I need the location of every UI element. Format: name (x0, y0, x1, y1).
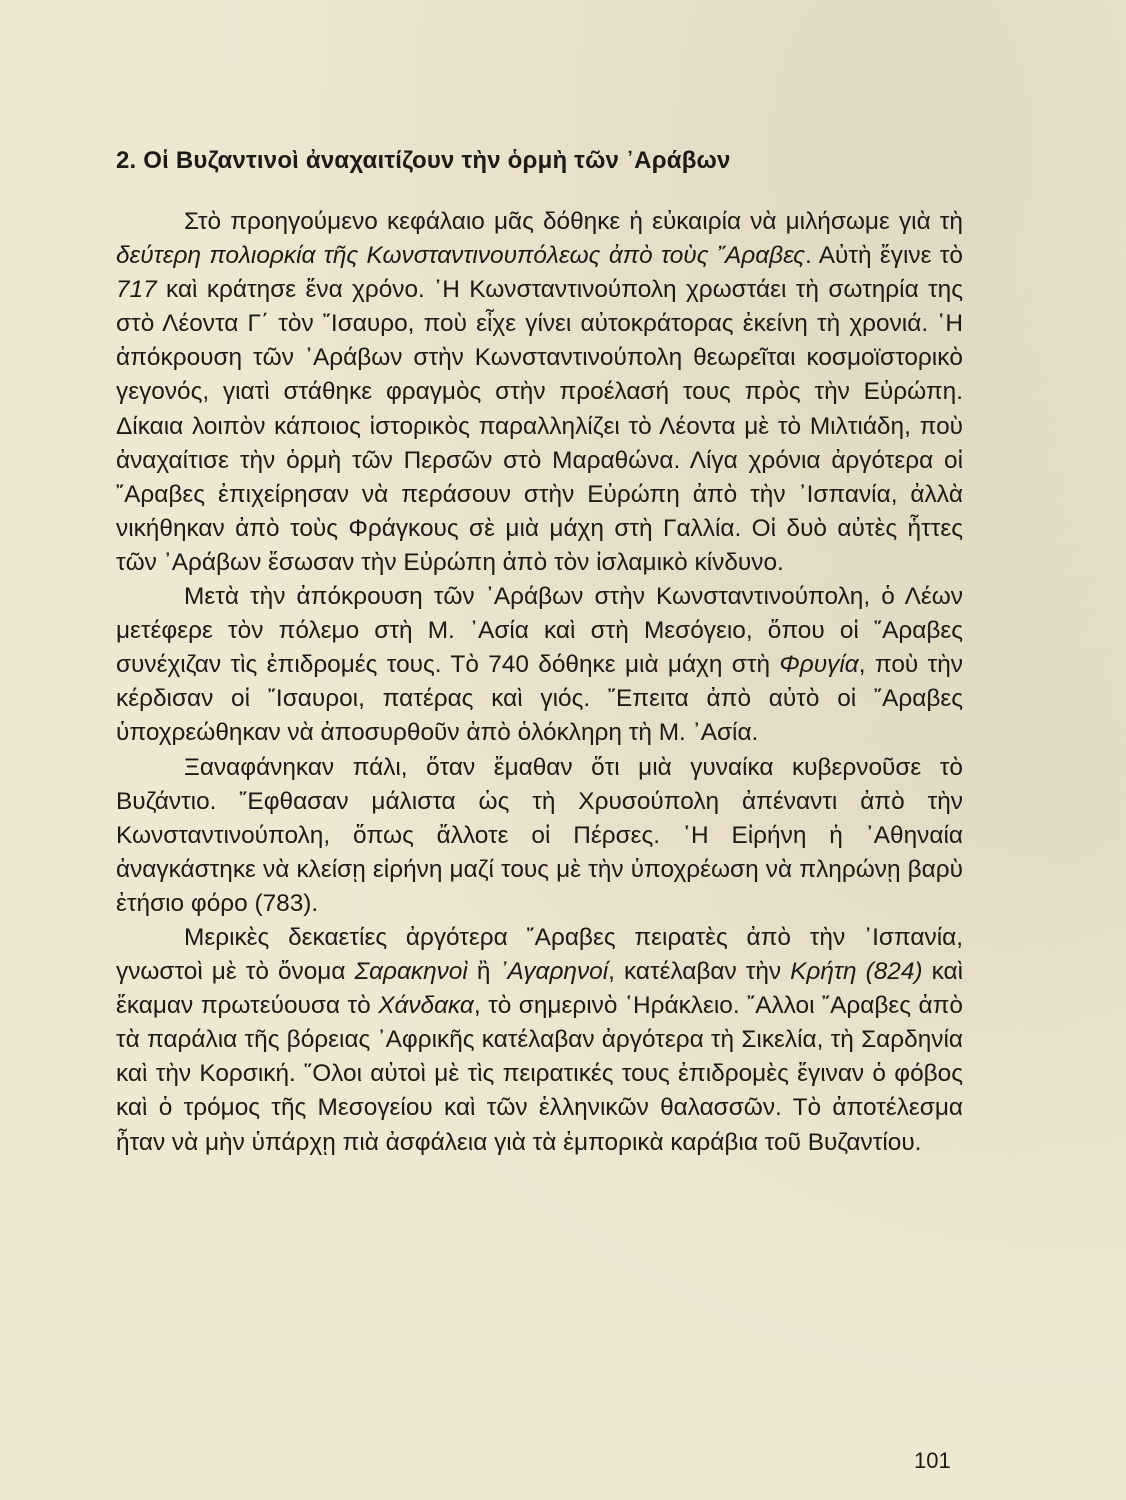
paragraph-4-text: Μερικὲς δεκαετίες ἀργότερα ῎Αραβες πειρατὲς ἀπὸ τὴν ᾿Ισπανία, γνωστοὶ μὲ τὸ ὄνομα (116, 923, 963, 986)
paragraph-4-italic: Χάνδακα (378, 992, 474, 1020)
paragraph-2 (116, 580, 963, 750)
paragraph-4-text: καὶ ἔκαμαν πρωτεύουσα τὸ (116, 958, 963, 1020)
paragraph-2-italic: Φρυγία (779, 651, 859, 679)
paragraph-1 (116, 205, 963, 580)
body-text (116, 205, 963, 1160)
paragraph-2-text: Μετὰ τὴν ἀπόκρουση τῶν ᾿Αράβων στὴν Κωνσταντινούπολη, ὁ Λέων μετέφερε τὸν πόλεμο στὴ Μ. ᾿Ασία καὶ στὴ Μεσόγειο, ὅπου οἱ ῎Αραβες συνέχιζαν τὶς ἐπιδρομές τους. Τὸ 740 δόθηκε μιὰ μάχη στὴ (116, 583, 963, 679)
paragraph-4-italic: Κρήτη (824) (790, 958, 923, 986)
page-number: 101 (914, 1448, 951, 1473)
paragraph-4-text: , τὸ σημερινὸ ῾Ηράκλειο. ῎Αλλοι ῎Αραβες ἀπὸ τὰ παράλια τῆς βόρειας ᾿Αφρικῆς κατέλαβαν ἀργότερα τὴ Σικελία, τὴ Σαρδηνία καὶ τὴν Κορσική. ῞Ολοι αὐτοὶ μὲ τὶς πειρατικές τους ἐπιδρομὲς ἔγιναν ὁ φόβος καὶ ὁ τρόμος τῆς Μεσογείου καὶ τῶν ἑλληνικῶν θαλασσῶν. Τὸ ἀποτέλεσμα ἦταν νὰ μὴν ὑπάρχῃ πιὰ ἀσφάλεια γιὰ τὰ ἐμπορικὰ καράβια τοῦ Βυζαντίου. (116, 992, 963, 1156)
paragraph-1-text: Στὸ προηγούμενο κεφάλαιο μᾶς δόθηκε ἡ εὐκαιρία νὰ μιλήσωμε γιὰ τὴ (184, 208, 963, 235)
paragraph-2-text: , ποὺ τὴν κέρδισαν οἱ ῎Ισαυροι, πατέρας καὶ γιός. ῎Επειτα ἀπὸ αὐτὸ οἱ ῎Αραβες ὑποχρεώθηκαν νὰ ἀποσυρθοῦν ἀπὸ ὁλόκληρη τὴ Μ. ᾿Ασία. (116, 651, 963, 747)
paragraph-1-text: καὶ κράτησε ἕνα χρόνο. ῾Η Κωνσταντινούπολη χρωστάει τὴ σωτηρία της στὸ Λέοντα Γ΄ τὸν ῎Ισαυρο, ποὺ εἶχε γίνει αὐτοκράτορας ἐκείνη τὴ χρονιά. ῾Η ἀπόκρουση τῶν ᾿Αράβων στὴν Κωνσταντινούπολη θεωρεῖται κοσμοϊστορικὸ γεγονός, γιατὶ στάθηκε φραγμὸς στὴν προέλασή τους πρὸς τὴν Εὐρώπη. Δίκαια λοιπὸν κάποιος ἱστορικὸς παραλληλίζει τὸ Λέοντα μὲ τὸ Μιλτιάδη, ποὺ ἀναχαίτισε τὴν ὁρμὴ τῶν Περσῶν στὸ Μαραθώνα. Λίγα χρόνια ἀργότερα οἱ ῎Αραβες ἐπιχείρησαν νὰ περάσουν στὴν Εὐρώπη ἀπὸ τὴν ᾿Ισπανία, ἀλλὰ νικήθηκαν ἀπὸ τοὺς Φράγκους σὲ μιὰ μάχη στὴ Γαλλία. Οἱ δυὸ αὐτὲς ἧττες τῶν ᾿Αράβων ἔσωσαν τὴν Εὐρώπη ἀπὸ τὸν ἰσλαμικὸ κίνδυνο. (116, 276, 963, 576)
paragraph-4-text: , κατέλαβαν τὴν (608, 958, 791, 986)
paragraph-4-italic: ᾿Αγαρηνοί (499, 958, 609, 986)
paragraph-1-italic: δεύτερη πολιορκία τῆς Κωνσταντινουπόλεως ἀπὸ τοὺς ῎Αραβες (116, 242, 806, 270)
paragraph-4-italic: Σαρακηνοὶ (354, 958, 468, 986)
paragraph-3: Ξαναφάνηκαν πάλι, ὅταν ἔμαθαν ὅτι μιὰ γυναίκα κυβερνοῦσε τὸ Βυζάντιο. ῎Εφθασαν μάλιστα ὡς τὴ Χρυσούπολη ἀπέναντι ἀπὸ τὴν Κωνσταντινούπολη, ὅπως ἄλλοτε οἱ Πέρσες. ῾Η Εἰρήνη ἡ ᾿Αθηναία ἀναγκάστηκε νὰ κλείσῃ εἰρήνη μαζί τους μὲ τὴν ὑποχρέωση νὰ πληρώνῃ βαρὺ ἐτήσιο φόρο (783). (116, 753, 963, 917)
paragraph-1-year: 717 (116, 276, 157, 304)
paragraph-4 (116, 921, 963, 1160)
section-heading: 2. Οἱ Βυζαντινοὶ ἀναχαιτίζουν τὴν ὁρμὴ τῶν ᾿Αράβων (116, 147, 731, 174)
paragraph-4-text: ἢ (467, 958, 500, 986)
paragraph-1-text: . Αὐτὴ ἔγινε τὸ (805, 242, 963, 270)
